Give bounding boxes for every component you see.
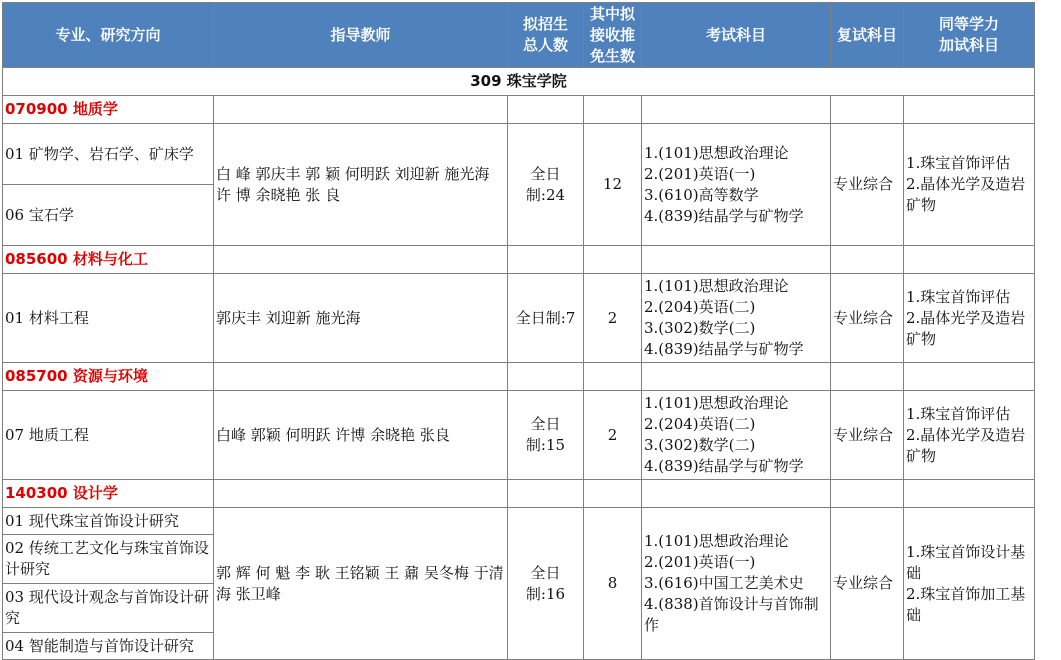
empty-cell	[214, 246, 508, 274]
header-row	[3, 3, 1035, 68]
header-planned: 拟招生 总人数	[508, 3, 584, 68]
exam-subject: 2.(204)英语(二)	[644, 298, 756, 316]
direction-name: 01 矿物学、岩石学、矿床学	[3, 124, 214, 185]
empty-cell	[831, 246, 904, 274]
exam-subjects	[642, 391, 831, 480]
exam-list	[644, 531, 828, 636]
extra-subject: 1.珠宝首饰评估	[906, 404, 1011, 423]
major-row	[3, 246, 1035, 274]
empty-cell	[508, 480, 584, 508]
empty-cell	[214, 480, 508, 508]
retest-subject: 专业综合	[831, 391, 904, 480]
empty-cell	[831, 363, 904, 391]
direction-name: 03 现代设计观念与首饰设计研究	[3, 584, 214, 633]
direction-row	[3, 274, 1035, 363]
exam-subject: 2.(201)英语(一)	[644, 553, 756, 571]
direction-name: 04 智能制造与首饰设计研究	[3, 633, 214, 660]
major-name: 070900 地质学	[3, 96, 214, 124]
tutor-list: 郭 辉 何 魁 李 耿 王铭颖 王 鼐 吴冬梅 于清海 张卫峰	[214, 508, 508, 660]
empty-cell	[508, 96, 584, 124]
extra-subjects	[904, 391, 1035, 480]
exam-subject: 4.(839)结晶学与矿物学	[644, 206, 804, 225]
exam-list	[644, 393, 828, 477]
college-row	[3, 68, 1035, 96]
empty-cell	[508, 246, 584, 274]
empty-cell	[642, 480, 831, 508]
exam-subject: 4.(839)结晶学与矿物学	[644, 340, 804, 358]
direction-row	[3, 124, 1035, 185]
extra-subject: 2.晶体光学及造岩矿物	[906, 308, 1026, 348]
college-name: 309 珠宝学院	[3, 68, 1035, 96]
empty-cell	[584, 96, 642, 124]
empty-cell	[831, 96, 904, 124]
extra-subject: 1.珠宝首饰评估	[906, 287, 1011, 306]
planned-count: 全日 制:16	[508, 508, 584, 660]
retest-subject: 专业综合	[831, 124, 904, 246]
empty-cell	[642, 246, 831, 274]
empty-cell	[904, 480, 1035, 508]
major-name: 085700 资源与环境	[3, 363, 214, 391]
exam-list	[644, 143, 828, 227]
exam-subject: 2.(204)英语(二)	[644, 415, 756, 433]
major-row	[3, 480, 1035, 508]
admissions-table	[2, 2, 1035, 660]
extra-subjects	[904, 124, 1035, 246]
direction-row	[3, 391, 1035, 480]
exam-subject: 3.(610)高等数学	[644, 185, 759, 204]
exam-subject: 3.(616)中国工艺美术史	[644, 574, 804, 592]
empty-cell	[831, 480, 904, 508]
exempt-count: 12	[584, 124, 642, 246]
exam-subject: 4.(839)结晶学与矿物学	[644, 457, 804, 475]
planned-count: 全日制:7	[508, 274, 584, 363]
extra-list	[906, 287, 1032, 350]
empty-cell	[214, 96, 508, 124]
direction-name: 01 材料工程	[3, 274, 214, 363]
exempt-count: 2	[584, 391, 642, 480]
extra-list	[906, 542, 1032, 626]
tutor-list: 白峰 郭颖 何明跃 许博 余晓艳 张良	[214, 391, 508, 480]
exam-subject: 1.(101)思想政治理论	[644, 277, 789, 295]
exam-list	[644, 276, 828, 360]
extra-subject: 1.珠宝首饰设计基础	[906, 542, 1026, 582]
header-extra: 同等学力 加试科目	[904, 3, 1035, 68]
extra-subject: 2.晶体光学及造岩矿物	[906, 175, 1026, 214]
exempt-count: 8	[584, 508, 642, 660]
header-retest: 复试科目	[831, 3, 904, 68]
retest-subject: 专业综合	[831, 274, 904, 363]
exam-subjects	[642, 508, 831, 660]
exam-subjects	[642, 274, 831, 363]
header-exam: 考试科目	[642, 3, 831, 68]
exam-subject: 1.(101)思想政治理论	[644, 394, 789, 412]
exam-subjects	[642, 124, 831, 246]
header-exempt: 其中拟 接收推 免生数	[584, 3, 642, 68]
extra-subject: 2.晶体光学及造岩矿物	[906, 425, 1026, 465]
tutor-list: 白 峰 郭庆丰 郭 颖 何明跃 刘迎新 施光海 许 博 余晓艳 张 良	[214, 124, 508, 246]
tutor-list: 郭庆丰 刘迎新 施光海	[214, 274, 508, 363]
empty-cell	[642, 363, 831, 391]
empty-cell	[904, 246, 1035, 274]
planned-count: 全日 制:24	[508, 124, 584, 246]
extra-subject: 1.珠宝首饰评估	[906, 154, 1011, 172]
exam-subject: 4.(838)首饰设计与首饰制作	[644, 595, 819, 634]
direction-name: 07 地质工程	[3, 391, 214, 480]
exam-subject: 3.(302)数学(二)	[644, 436, 756, 454]
major-row	[3, 96, 1035, 124]
major-name: 085600 材料与化工	[3, 246, 214, 274]
extra-subjects	[904, 274, 1035, 363]
exam-subject: 1.(101)思想政治理论	[644, 143, 789, 162]
empty-cell	[642, 96, 831, 124]
direction-name: 06 宝石学	[3, 185, 214, 246]
direction-name: 02 传统工艺文化与珠宝首饰设计研究	[3, 535, 214, 584]
extra-list	[906, 153, 1032, 216]
direction-row	[3, 508, 1035, 535]
header-tutors: 指导教师	[214, 3, 508, 68]
planned-count: 全日 制:15	[508, 391, 584, 480]
empty-cell	[508, 363, 584, 391]
header-direction: 专业、研究方向	[3, 3, 214, 68]
empty-cell	[584, 246, 642, 274]
empty-cell	[584, 363, 642, 391]
exam-subject: 3.(302)数学(二)	[644, 319, 756, 337]
extra-subjects	[904, 508, 1035, 660]
empty-cell	[904, 363, 1035, 391]
empty-cell	[214, 363, 508, 391]
empty-cell	[584, 480, 642, 508]
extra-list	[906, 404, 1032, 467]
extra-subject: 2.珠宝首饰加工基础	[906, 584, 1026, 624]
exam-subject: 2.(201)英语(一)	[644, 164, 756, 183]
major-name: 140300 设计学	[3, 480, 214, 508]
exempt-count: 2	[584, 274, 642, 363]
major-row	[3, 363, 1035, 391]
retest-subject: 专业综合	[831, 508, 904, 660]
exam-subject: 1.(101)思想政治理论	[644, 532, 789, 550]
empty-cell	[904, 96, 1035, 124]
direction-name: 01 现代珠宝首饰设计研究	[3, 508, 214, 535]
